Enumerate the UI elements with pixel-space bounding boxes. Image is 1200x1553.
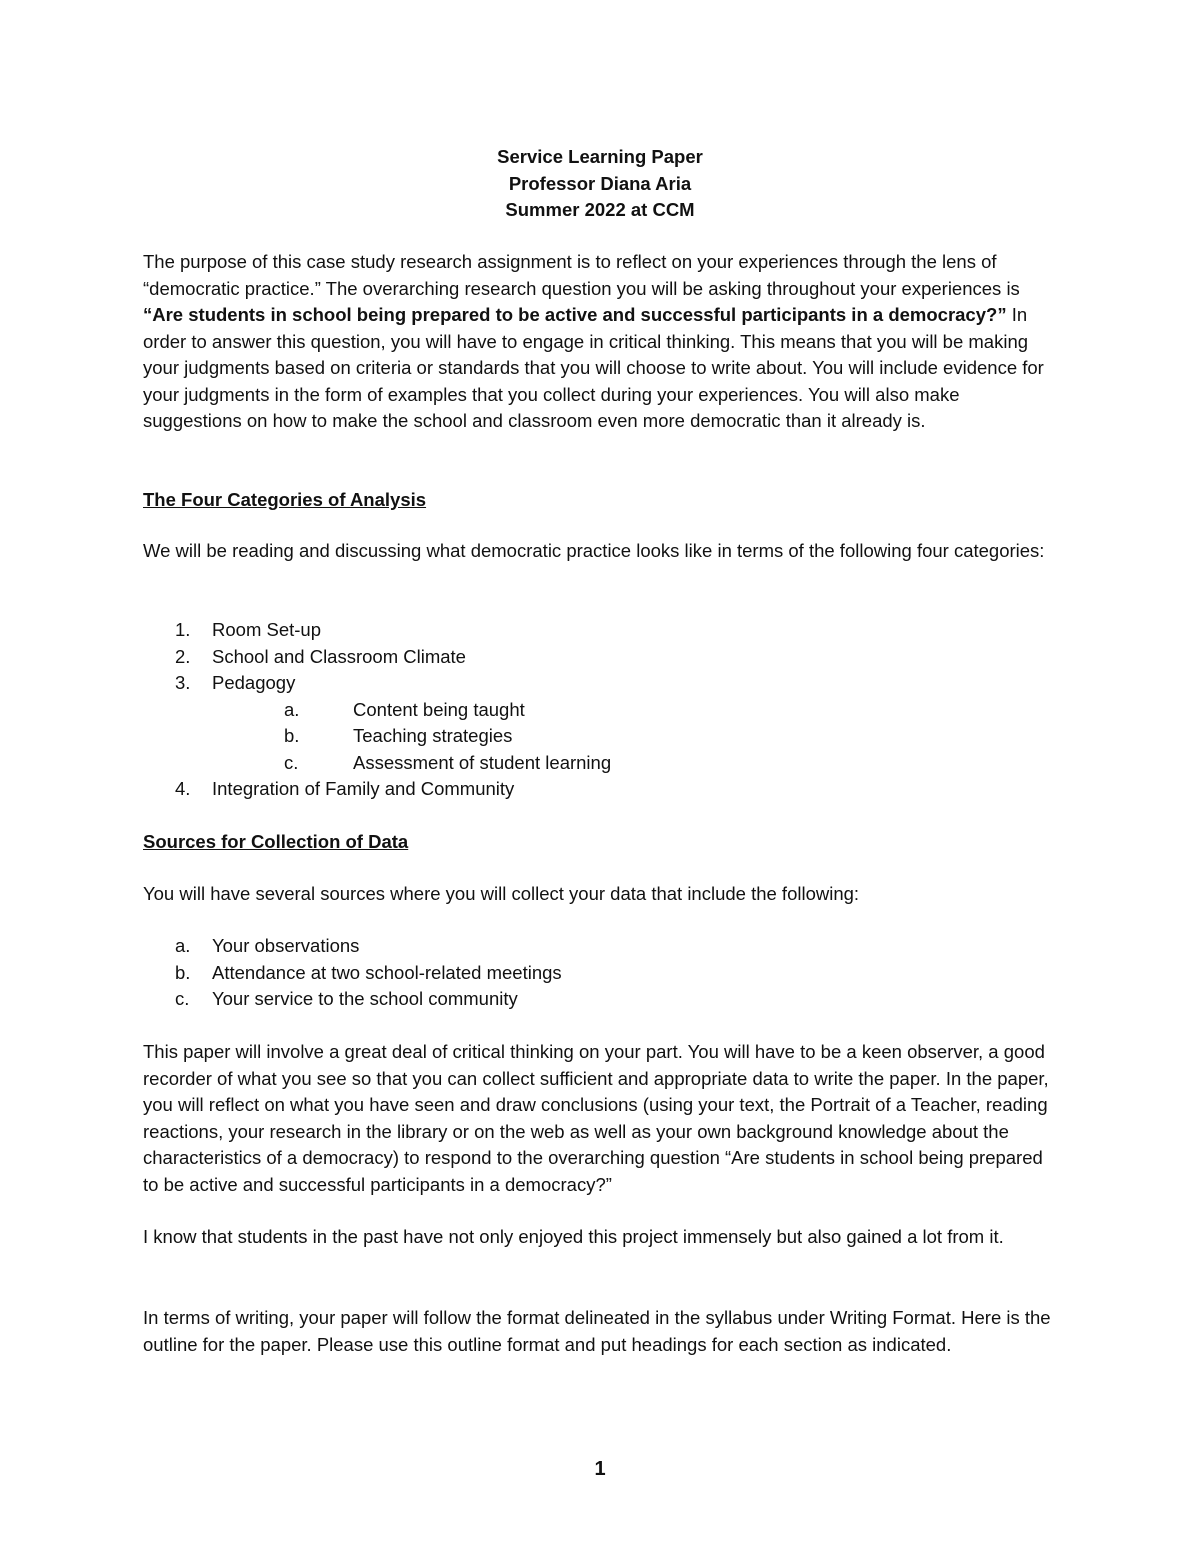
categories-intro: We will be reading and discussing what democratic practice looks like in terms of the following four categories: [143,540,1045,561]
term-label: Summer 2022 at CCM [505,199,695,220]
intro-text-2: In order to answer this question, you will have to engage in critical thinking. This means that you will be making your judgments based on criteria or standards that you will choose to write about. You will include evidence for your judgments in the form of examples that you collect during your experiences. You will also make suggestions on how to make the school and classroom even more democratic than it already is. [143,304,1044,431]
body-paragraph-2: I know that students in the past have not only enjoyed this project immensely but also gained a lot from it. [143,1226,1004,1247]
sources-intro: You will have several sources where you will collect your data that include the following: [143,883,860,904]
intro-text-1: The purpose of this case study research assignment is to reflect on your experiences through the lens of “democratic practice.” The overarching research question you will be asking throughout your experiences is [143,251,1020,299]
title-block [0,144,1200,224]
categories-heading: The Four Categories of Analysis [143,489,427,510]
page-title: Service Learning Paper [497,146,703,167]
body-paragraph-3: In terms of writing, your paper will follow the format delineated in the syllabus under Writing Format. Here is the outline for the paper. Please use this outline format and put headings for each section as indicated. [143,1307,1051,1355]
sources-heading: Sources for Collection of Data [143,831,409,852]
intro-paragraph [143,249,1063,435]
page-number: 1 [594,1458,606,1480]
document-page: Service Learning Paper Professor Diana Aria Summer 2022 at CCM The purpose of this case study research assignment is to reflect on your experiences through the lens of “democratic practice.” The overarching research question you will be asking throughout your experiences is “Are students in school being prepared to be active and successful participants in a democracy?” In order to answer this question, you will have to engage in critical thinking. This means that you will be making your judgments based on criteria or standards that you will choose to write about. You will include evidence for your judgments in the form of examples that you collect during your experiences. You will also make suggestions on how to make the school and classroom even more democratic than it already is. The Four Categories of Analysis We will be reading and discussing what democratic practice looks like in terms of the following four categories: 1. Room Set-up 2. School and Classroom Climate 3. Pedagogy a. Content being taught b. Teaching strategies c. Assessment of student learning 4. Integration of Family and Community Sources for Collection of Data You will have several sources where you will collect your data that include the following: a. Your observations b. Attendance at two school-related meetings c. Your service to the school community This paper will involve a great deal of critical thinking on your part. You will have to be a keen observer, a good recorder of what you see so that you can collect sufficient and appropriate data to write the paper. In the paper, you will reflect on what you have seen and draw conclusions (using your text, the Portrait of a Teacher, reading reactions, your research in the library or on the web as well as your own background knowledge about the characteristics of a democracy) to respond to the overarching question “Are students in school being prepared to be active and successful participants in a democracy?” I know that students in the past have not only enjoyed this project immensely but also gained a lot from it. In terms of writing, your paper will follow the format delineated in the syllabus under Writing Format. Here is the outline for the paper. Please use this outline format and put headings for each section as indicated. 1 [0,0,1200,1553]
body-paragraph-1: This paper will involve a great deal of critical thinking on your part. You will have to be a keen observer, a good recorder of what you see so that you can collect sufficient and appropriate data to write the paper. In the paper, you will reflect on what you have seen and draw conclusions (using your text, the Portrait of a Teacher, reading reactions, your research in the library or on the web as well as your own background knowledge about the characteristics of a democracy) to respond to the overarching question “Are students in school being prepared to be active and successful participants in a democracy?” [143,1041,1049,1195]
research-question: “Are students in school being prepared to be active and successful participants in a democracy?” [143,304,1007,325]
professor-name: Professor Diana Aria [508,172,692,194]
